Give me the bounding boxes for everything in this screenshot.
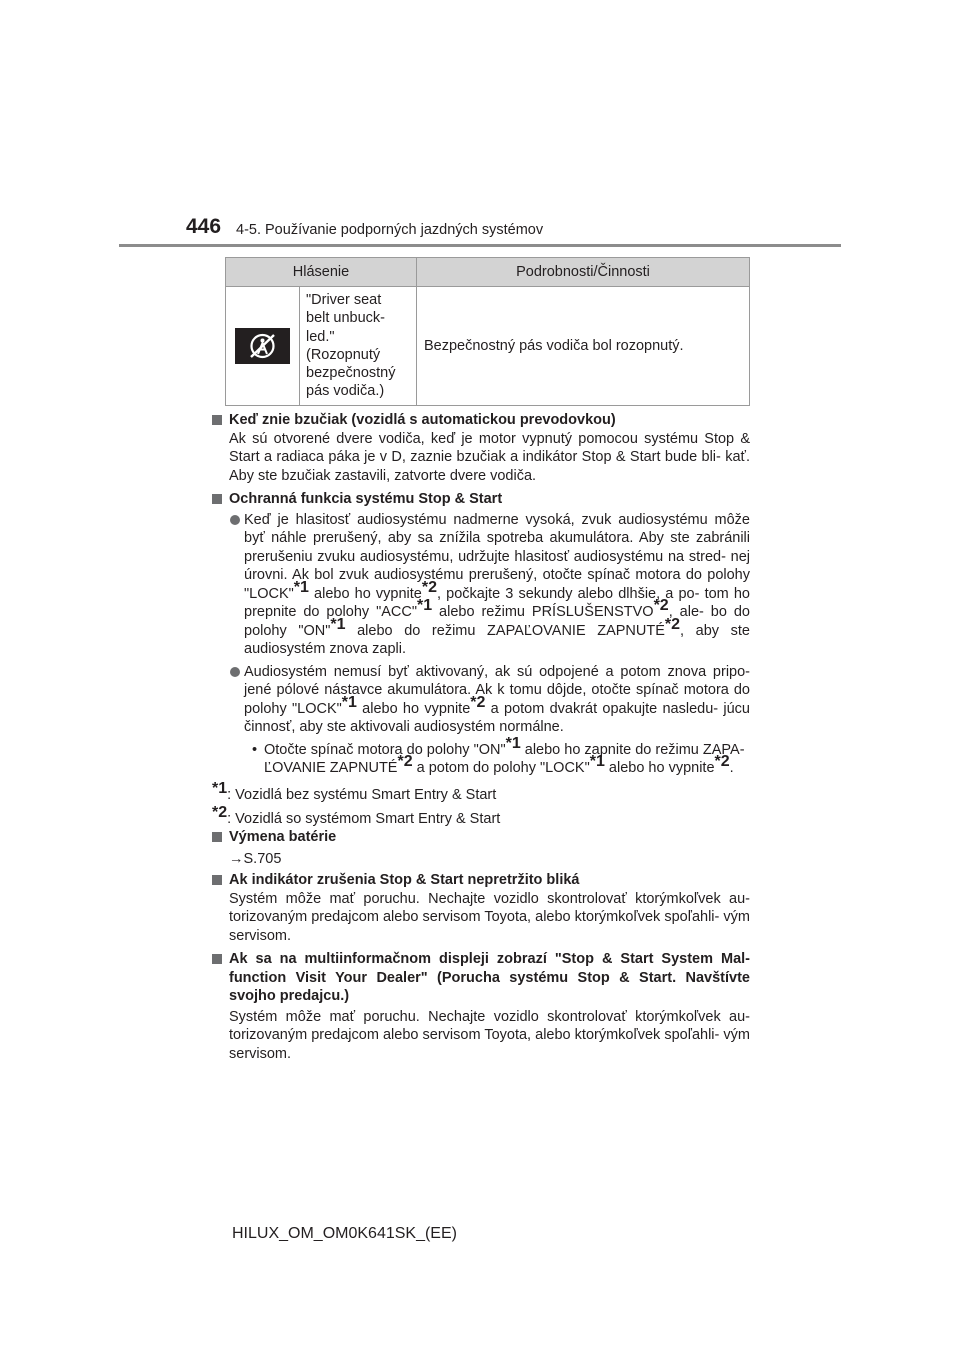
message-line: (Rozopnutý [306, 346, 381, 363]
section-buzzer [212, 411, 750, 485]
icon-cell [226, 287, 300, 406]
page-number: 446 [186, 215, 222, 238]
section-indicator [212, 871, 750, 945]
protection-sub-bullet: • Otočte spínač motora do polohy "ON"$^{*1}$ alebo ho zapnite do režimu ZAPA- ĽOVANIE ZAPNUTÉ$^{*2}$ a potom do polohy "LOCK"$^{*1}$ alebo ho vypnite$^{*2}$. [212, 741, 750, 778]
indicator-heading: Ak indikátor zrušenia Stop & Start nepretržito bliká [212, 871, 750, 890]
message-table [225, 257, 750, 406]
table-header-row [226, 258, 750, 287]
message-line: "Driver seat [306, 292, 382, 308]
col-header-details: Podrobnosti/Činnosti [417, 258, 750, 287]
table-row [226, 287, 750, 406]
battery-heading: Výmena batérie [212, 828, 750, 847]
malfunction-heading: Ak sa na multiinformačnom displeji zobrazí "Stop & Start System Mal- function Visit Your Dealer" (Porucha systému Stop & Start. Navštívte svojho predajcu.) [212, 950, 750, 1006]
section-title: 4-5. Používanie podporných jazdných systémov [236, 222, 544, 238]
section-malfunction [212, 950, 750, 1063]
protection-bullet-1: Keď je hlasitosť audiosystému nadmerne vysoká, zvuk audiosystému môže byť náhle prerušený, aby sa znížila spotreba akumulátora. Aby ste zabránili prerušeniu zvuku audiosystému, udržujte hlasitosť audiosystému na stred- nej úrovni. Ak bol zvuk audiosystému prerušený, otočte spínač motora do polohy "LOCK"$^{*1}$ alebo ho vypnite$^{*2}$, počkajte 3 sekundy alebo dlhšie, a po- tom ho prepnite do polohy "ACC"$^{*1}$ alebo režimu PRÍSLUŠENSTVO$^{*2}$, ale- bo do polohy "ON"$^{*1}$ alebo do režimu ZAPAĽOVANIE ZAPNUTÉ$^{*2}$, aby ste audiosystém znova zapli. [212, 511, 750, 659]
message-line: pás vodiča.) [306, 383, 385, 400]
details-cell: Bezpečnostný pás vodiča bol rozopnutý. [417, 287, 750, 406]
protection-bullet-2: Audiosystém nemusí byť aktivovaný, ak sú odpojené a potom znova pripo- jené pólové nástavce akumulátora. Ak k tomu dôjde, otočte spínač motora do polohy "LOCK"$^{*1}$ alebo ho vypnite$^{*2}$ a potom dvakrát opakujte nasledu- júcu činnosť, aby ste aktivovali audiosystém normálne. [212, 663, 750, 737]
footnote-2: $^{*2}$: Vozidlá so systémom Smart Entry & Start [212, 804, 501, 827]
protection-heading: Ochranná funkcia systému Stop & Start [212, 490, 750, 509]
message-cell [300, 287, 417, 406]
battery-page-ref[interactable]: →S.705 [229, 850, 282, 867]
col-header-message: Hlásenie [226, 258, 417, 287]
message-line: bezpečnostný [306, 365, 396, 382]
indicator-text: Systém môže mať poruchu. Nechajte vozidlo skontrolovať ktorýmkoľvek au- torizovaným predajcom alebo servisom Toyota, alebo ktorýmkoľvek spoľahli- vým servisom. [229, 890, 750, 944]
footnote-1: $^{*1}$: Vozidlá bez systému Smart Entry & Start [212, 779, 497, 803]
malfunction-text: Systém môže mať poruchu. Nechajte vozidlo skontrolovať ktorýmkoľvek au- torizovaným predajcom alebo servisom Toyota, alebo ktorýmkoľvek spoľahli- vým servisom. [229, 1008, 750, 1062]
header-divider [119, 244, 841, 247]
section-battery [212, 828, 750, 868]
section-protection [212, 490, 750, 829]
document-footer: HILUX_OM_OM0K641SK_(EE) [232, 1225, 457, 1242]
seatbelt-warning-icon [235, 328, 290, 364]
message-line: belt unbuck- [306, 310, 385, 327]
buzzer-heading: Keď znie bzučiak (vozidlá s automatickou prevodovkou) [212, 411, 750, 430]
message-line: led." [306, 328, 335, 345]
buzzer-text: Ak sú otvorené dvere vodiča, keď je motor vypnutý pomocou systému Stop & Start a radiaca páka je v D, zaznie bzučiak a indikátor Stop & Start bude bli- kať. Aby ste bzučiak zastavili, zatvorte dvere vodiča. [229, 430, 750, 484]
